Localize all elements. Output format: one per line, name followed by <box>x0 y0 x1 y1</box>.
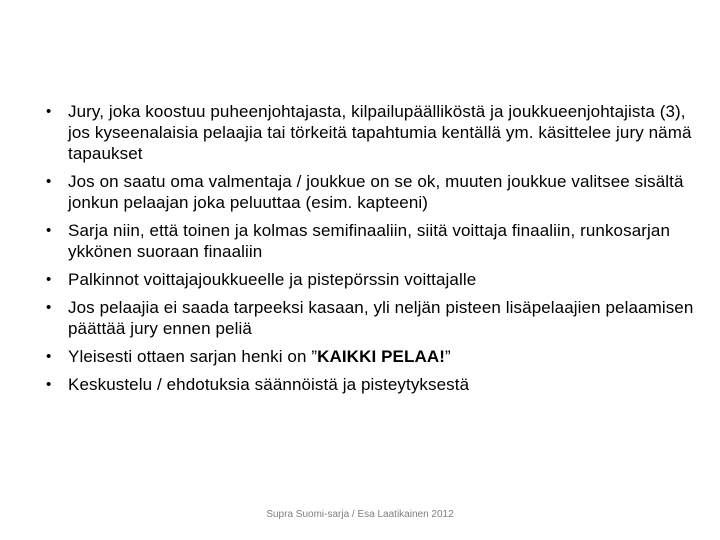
bullet-icon: • <box>46 348 52 365</box>
bullet-text: Jos on saatu oma valmentaja / joukkue on se ok, muuten joukkue valitsee sisältä jonkun pelaajan joka peluuttaa (esim. kapteeni) <box>68 172 684 212</box>
bullet-text-prefix: Yleisesti ottaen sarjan henki on ” <box>68 347 318 366</box>
bullet-text: Jury, joka koostuu puheenjohtajasta, kilpailupäälliköstä ja joukkueenjohtajista (3), jos kyseenalaisia pelaajia tai törkeitä tapahtumia kentällä ym. käsittelee jury nämä tapaukset <box>68 102 692 163</box>
bullet-item-jury <box>46 101 696 164</box>
bullet-text: Palkinnot voittajajoukkueelle ja pistepörssin voittajalle <box>68 270 477 289</box>
bullet-text-emphasis: KAIKKI PELAA! <box>317 347 445 366</box>
bullet-icon: • <box>46 173 52 190</box>
bullet-item-extra-players <box>46 297 696 339</box>
bullet-text: Keskustelu / ehdotuksia säännöistä ja pisteytyksestä <box>68 375 470 394</box>
bullet-item-coach <box>46 171 696 213</box>
bullet-list <box>46 101 696 402</box>
bullet-icon: • <box>46 376 52 393</box>
bullet-item-spirit <box>46 346 696 367</box>
bullet-text: Jos pelaajia ei saada tarpeeksi kasaan, yli neljän pisteen lisäpelaajien pelaamisen päättää jury ennen peliä <box>68 298 694 338</box>
bullet-item-discussion <box>46 374 696 395</box>
bullet-item-series <box>46 220 696 262</box>
bullet-icon: • <box>46 299 52 316</box>
bullet-icon: • <box>46 103 52 120</box>
bullet-icon: • <box>46 222 52 239</box>
bullet-icon: • <box>46 271 52 288</box>
slide-footer: Supra Suomi-sarja / Esa Laatikainen 2012 <box>266 509 454 520</box>
bullet-text-suffix: ” <box>444 347 451 366</box>
bullet-text: Sarja niin, että toinen ja kolmas semifinaaliin, siitä voittaja finaaliin, runkosarjan ykkönen suoraan finaaliin <box>68 221 671 261</box>
bullet-item-prizes <box>46 269 696 290</box>
